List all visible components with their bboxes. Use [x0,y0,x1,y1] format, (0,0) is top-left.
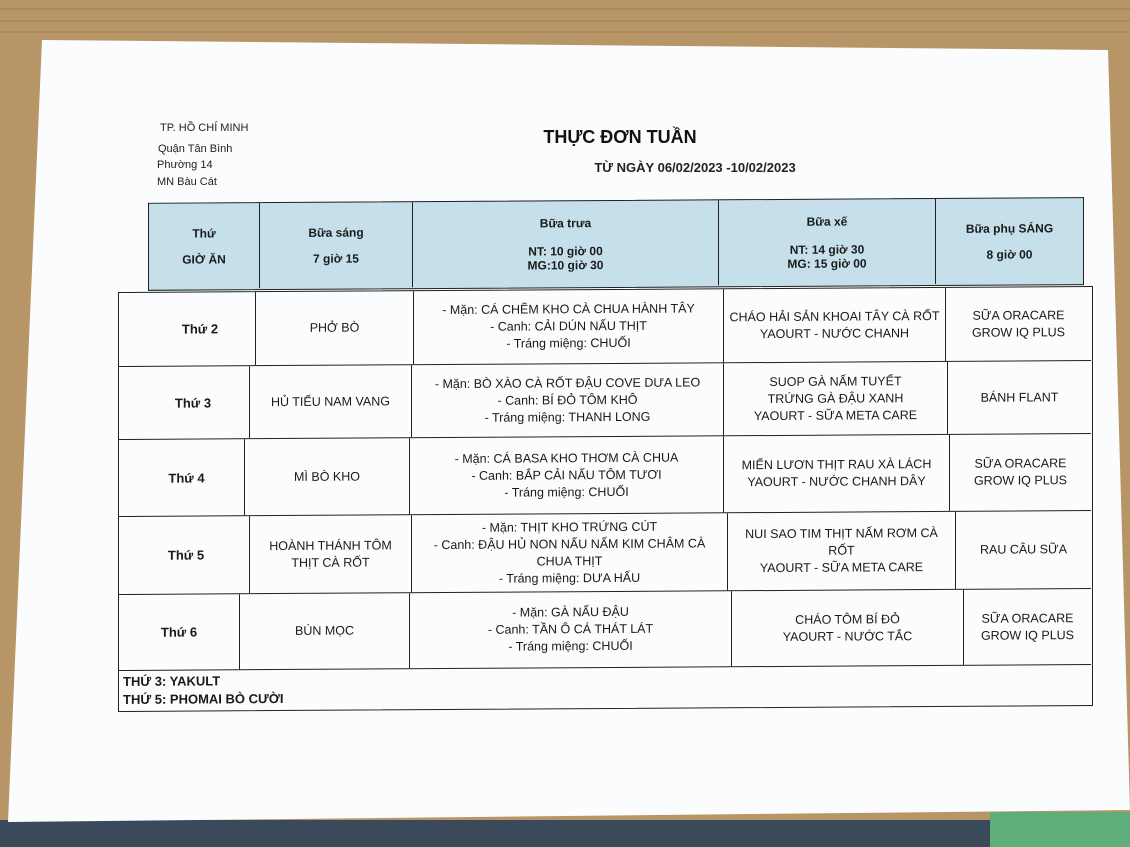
header-city: TP. HỒ CHÍ MINH [160,122,249,134]
lunch-cell [411,363,723,437]
cell-line: YAOURT - NƯỚC CHANH [759,325,910,341]
cell-line: - Mặn: CÁ CHẼM KHO CÀ CHUA HÀNH TÂY [442,301,695,318]
breakfast-cell [244,438,409,515]
cell-line: BÁNH FLANT [980,389,1059,405]
lunch-cell [413,289,723,364]
cell-line: RAU CÂU SỮA [979,542,1068,557]
header-line: NT: 14 giờ 30 [789,241,865,257]
cell-line: SUOP GÀ NẤM TUYẾT [769,373,902,389]
header-line: Bữa sáng [308,224,364,240]
note-line: THỨ 5: PHOMAI BÒ CƯỜI [123,690,284,707]
cell-line: SỮA ORACARE [972,307,1065,323]
header-line: 8 giờ 00 [986,246,1033,262]
cell-line: YAOURT - NƯỚC TẮC [782,628,913,644]
header-cell-snack [935,198,1083,284]
cell-line: - Mặn: BÒ XÀO CÀ RỐT ĐẬU COVE DƯA LEO [434,374,701,391]
header-line: GIỜ ĂN [182,251,226,267]
cell-line: GROW IQ PLUS [971,324,1066,340]
afternoon-cell [723,362,947,435]
table-row [119,287,1091,366]
header-line: Bữa phụ SÁNG [965,220,1054,236]
header-school: MN Bàu Cát [157,176,217,188]
cell-line: HỦ TIẾU NAM VANG [271,393,390,409]
cell-line: CHÁO TÔM BÍ ĐỎ [795,611,900,627]
cell-line: - Canh: BÍ ĐỎ TÔM KHÔ [497,392,638,408]
header-line: Bữa trưa [539,215,592,230]
cell-line: - Canh: TẦN Ô CÁ THÁT LÁT [487,621,654,637]
cell-line: SỮA ORACARE [981,610,1074,626]
lunch-cell [409,591,731,668]
snack-cell [955,511,1091,589]
cell-line: - Canh: CẢI DÚN NẤU THỊT [490,318,647,334]
day-cell: Thứ 3 [174,394,212,411]
day-cell: Thứ 5 [167,547,205,563]
page-title: THỰC ĐƠN TUẦN [543,127,697,147]
header-cell-afternoon [718,199,935,285]
day-cell: Thứ 4 [168,469,205,486]
header-district: Quận Tân Bình [158,143,233,155]
table-row [119,360,1091,439]
header-line: NT: 10 giờ 00 [528,243,603,258]
table-header-row [148,197,1084,291]
cell-line: CHUA THỊT [536,553,603,568]
breakfast-cell [255,291,413,365]
cell-line: YAOURT - SỮA META CARE [753,407,918,423]
header-line: MG:10 giờ 30 [527,257,604,272]
notes-row [119,664,1091,710]
cell-line: PHỞ BÒ [309,320,360,335]
note-line: THỨ 3: YAKULT [123,673,221,689]
header-line: Thứ [192,225,216,241]
menu-table [118,194,1093,715]
cell-line: - Mặn: THỊT KHO TRỨNG CÚT [481,519,658,535]
cell-line: - Tráng miệng: DƯA HẤU [498,570,641,586]
cell-line: - Mặn: GÀ NẤU ĐẬU [512,604,629,620]
day-cell: Thứ 6 [160,624,198,640]
header-line: MG: 15 giờ 00 [787,255,867,271]
header-cell-breakfast [259,202,412,288]
cell-line: - Tráng miệng: CHUỐI [506,335,631,351]
cell-line: MIẾN LƯƠN THỊT RAU XÀ LÁCH [741,457,932,473]
snack-cell [963,589,1091,665]
afternoon-cell [723,288,945,362]
afternoon-cell [723,435,949,512]
cell-line: YAOURT - NƯỚC CHANH DÂY [747,474,926,490]
header-cell-day [149,203,259,289]
floor-area [0,820,1130,847]
header-line: 7 giờ 15 [313,251,359,266]
cell-line: NUI SAO TIM THỊT NẤM RƠM CÀ [745,525,938,542]
cell-line: GROW IQ PLUS [973,473,1068,488]
table-row [119,433,1091,516]
cell-line: - Canh: BẮP CẢI NẤU TÔM TƯƠI [471,467,662,483]
snack-cell [947,361,1091,434]
cell-line: YAOURT - SỮA META CARE [759,560,924,576]
lunch-cell [409,436,723,514]
cell-line: CHÁO HẢI SẢN KHOAI TÂY CÀ RỐT [729,308,940,324]
cell-line: THỊT CÀ RỐT [291,554,370,570]
table-row [119,588,1091,670]
table-row [119,510,1091,594]
cell-line: MÌ BÒ KHO [294,469,360,484]
cell-line: BÚN MỌC [294,623,355,638]
page-subtitle: TỪ NGÀY 06/02/2023 -10/02/2023 [594,160,796,175]
cell-line: RỐT [828,543,855,558]
breakfast-cell [249,515,411,593]
green-object [990,812,1130,847]
afternoon-cell [731,590,963,666]
afternoon-cell [727,512,955,590]
cell-line: - Tráng miệng: CHUỐI [504,484,629,500]
snack-cell [945,287,1091,361]
header-line: Bữa xế [806,214,848,229]
cell-line: - Canh: ĐẬU HỦ NON NẤU NẤM KIM CHÂM CÀ [433,535,706,552]
cell-line: - Tráng miệng: CHUỐI [508,638,633,654]
cell-line: SỮA ORACARE [974,456,1067,471]
cell-line: HOÀNH THÁNH TÔM [269,537,392,553]
cell-line: - Tráng miệng: THANH LONG [484,409,651,425]
day-cell: Thứ 2 [181,321,219,337]
cell-line: GROW IQ PLUS [980,627,1075,643]
lunch-cell [411,513,727,592]
table-body [118,286,1093,712]
cell-line: TRỨNG GÀ ĐẬU XANH [767,390,904,406]
header-cell-lunch [412,200,718,287]
breakfast-cell [239,593,409,669]
cell-line: - Mặn: CÁ BASA KHO THƠM CÀ CHUA [454,450,679,466]
header-ward: Phường 14 [157,159,213,171]
snack-cell [949,434,1091,511]
breakfast-cell [249,365,411,438]
